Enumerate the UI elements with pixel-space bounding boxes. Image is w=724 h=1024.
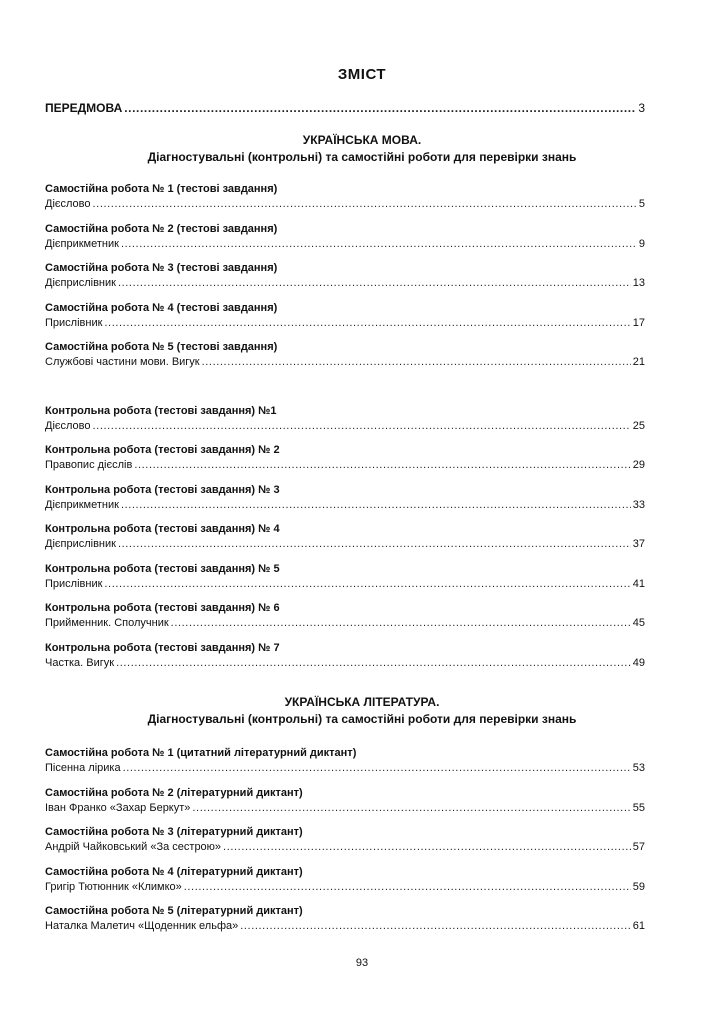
entry-topic: Прислівник [45,578,103,590]
entry-heading: Самостійна робота № 1 (цитатний літературний диктант) [45,747,357,759]
entry-topic: Дієприслівник [45,277,116,289]
section-subtitle: Діагностувальні (контрольні) та самостійні роботи для перевірки знань [147,150,577,164]
page-number: 61 [632,920,645,932]
dot-leader [223,841,631,854]
toc-entry [45,277,645,290]
page-number: 29 [632,459,645,471]
page-number: 13 [632,277,645,289]
page-number: 55 [632,802,645,814]
page-number: 45 [632,617,645,629]
dot-leader [192,802,630,815]
toc-entry [45,420,645,433]
entry-topic: Службові частини мови. Вигук [45,356,200,368]
dot-leader [124,102,636,115]
entry-heading: Контрольна робота (тестові завдання) № 6 [45,602,280,614]
dot-leader [171,617,631,630]
entry-topic: Дієприкметник [45,238,119,250]
entry-heading: Самостійна робота № 4 (літературний диктант) [45,866,303,878]
entry-heading: Самостійна робота № 1 (тестові завдання) [45,183,278,195]
toc-entry [45,762,645,775]
toc-entry [45,356,645,369]
entry-topic: Дієприкметник [45,499,119,511]
page-number: 9 [638,238,645,250]
section-subtitle: Діагностувальні (контрольні) та самостійні роботи для перевірки знань [147,712,577,726]
entry-topic: Іван Франко «Захар Беркут» [45,802,191,814]
page-number: 37 [632,538,645,550]
page-number: 41 [632,578,645,590]
dot-leader [123,762,631,775]
dot-leader [134,459,630,472]
entry-heading: Самостійна робота № 5 (тестові завдання) [45,341,278,353]
entry-topic: Григір Тютюнник «Климко» [45,881,182,893]
page-number: 33 [632,499,645,511]
page-footer-number: 93 [355,957,369,969]
toc-entry [45,841,645,854]
toc-entry [45,920,645,933]
page-number: 3 [638,101,645,115]
toc-entry [45,881,645,894]
entry-topic: Наталка Малетич «Щоденник ельфа» [45,920,239,932]
entry-heading: Самостійна робота № 4 (тестові завдання) [45,302,278,314]
toc-entry [45,459,645,472]
entry-topic: Частка. Вигук [45,657,115,669]
dot-leader [93,198,637,211]
entry-heading: Контрольна робота (тестові завдання) № 7 [45,642,280,654]
entry-heading: Самостійна робота № 2 (тестові завдання) [45,223,278,235]
toc-entry [45,198,645,211]
entry-heading: Самостійна робота № 2 (літературний диктант) [45,787,303,799]
dot-leader [118,277,631,290]
toc-entry [45,499,645,512]
toc-entry [45,657,645,670]
page-number: 49 [632,657,645,669]
entry-topic: Пісенна лірика [45,762,121,774]
entry-topic: Дієприслівник [45,538,116,550]
dot-leader [116,657,631,670]
page-number: 57 [632,841,645,853]
entry-topic: Правопис дієслів [45,459,133,471]
toc-entry-preface [45,102,645,115]
section-title: УКРАЇНСЬКА ЛІТЕРАТУРА. [284,695,440,709]
dot-leader [121,238,637,251]
dot-leader [93,420,631,433]
entry-heading: Самостійна робота № 3 (літературний диктант) [45,826,303,838]
section-title: УКРАЇНСЬКА МОВА. [302,133,422,147]
preface-label: ПЕРЕДМОВА [45,101,123,115]
toc-entry [45,617,645,630]
page-number: 59 [632,881,645,893]
page-number: 25 [632,420,645,432]
toc-entry [45,238,645,251]
entry-heading: Контрольна робота (тестові завдання) № 4 [45,523,280,535]
dot-leader [121,499,631,512]
entry-heading: Самостійна робота № 3 (тестові завдання) [45,262,278,274]
entry-heading: Контрольна робота (тестові завдання) № 2 [45,444,280,456]
entry-heading: Контрольна робота (тестові завдання) № 3 [45,484,280,496]
dot-leader [104,578,630,591]
page-title: ЗМІСТ [337,66,387,83]
entry-topic: Андрій Чайковський «За сестрою» [45,841,222,853]
entry-heading: Контрольна робота (тестові завдання) № 5 [45,563,280,575]
dot-leader [184,881,631,894]
entry-heading: Самостійна робота № 5 (літературний диктант) [45,905,303,917]
dot-leader [240,920,631,933]
entry-topic: Дієслово [45,420,91,432]
toc-entry [45,538,645,551]
page-number: 21 [632,356,645,368]
page-number: 17 [632,317,645,329]
entry-topic: Прислівник [45,317,103,329]
entry-topic: Дієслово [45,198,91,210]
page-number: 53 [632,762,645,774]
toc-entry [45,802,645,815]
toc-entry [45,578,645,591]
dot-leader [118,538,631,551]
dot-leader [202,356,631,369]
dot-leader [104,317,630,330]
toc-entry [45,317,645,330]
entry-heading: Контрольна робота (тестові завдання) №1 [45,405,277,417]
entry-topic: Прийменник. Сполучник [45,617,169,629]
page-number: 5 [638,198,645,210]
